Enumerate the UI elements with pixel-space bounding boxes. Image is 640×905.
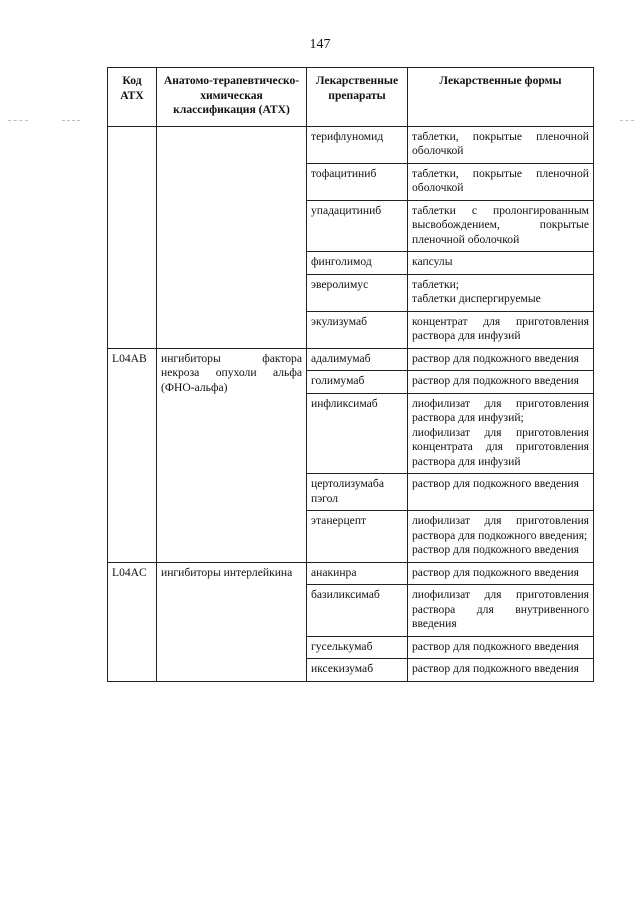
form-cell: таблетки; таблетки диспергируемые: [408, 274, 594, 311]
classification-cell-empty: [157, 126, 307, 348]
drug-cell: голимумаб: [307, 371, 408, 394]
drug-cell: этанерцепт: [307, 511, 408, 563]
form-cell: раствор для подкожного введения: [408, 348, 594, 371]
form-cell: таблетки, покрытые пленочной оболочкой: [408, 163, 594, 200]
margin-mark-right: [620, 120, 634, 122]
header-classification: Анатомо-терапевтическо-химическая классификация (АТХ): [157, 68, 307, 127]
form-cell: раствор для подкожного введения: [408, 562, 594, 585]
form-cell: таблетки с пролонгированным высвобождением, покрытые пленочной оболочкой: [408, 200, 594, 252]
margin-mark-left: [8, 120, 28, 122]
form-cell: лиофилизат для приготовления раствора для подкожного введения; раствор для подкожного введения: [408, 511, 594, 563]
header-drugs: Лекарственные препараты: [307, 68, 408, 127]
code-cell-empty: [108, 126, 157, 348]
drug-cell: тофацитиниб: [307, 163, 408, 200]
form-cell: раствор для подкожного введения: [408, 636, 594, 659]
drug-cell: адалимумаб: [307, 348, 408, 371]
header-code: Код АТХ: [108, 68, 157, 127]
drug-cell: цертолизумаба пэгол: [307, 474, 408, 511]
classification-cell: ингибиторы фактора некроза опухоли альфа (ФНО-альфа): [157, 348, 307, 562]
atx-table: [107, 67, 594, 682]
margin-mark-left-2: [62, 120, 80, 122]
code-cell: L04AC: [108, 562, 157, 681]
form-cell: лиофилизат для приготовления раствора для внутривенного введения: [408, 585, 594, 637]
table-row: [108, 126, 594, 163]
page-number: 147: [309, 37, 331, 52]
code-cell: L04AB: [108, 348, 157, 562]
table-header-row: [108, 68, 594, 127]
form-cell: раствор для подкожного введения: [408, 474, 594, 511]
drug-cell: гуселькумаб: [307, 636, 408, 659]
form-cell: раствор для подкожного введения: [408, 659, 594, 682]
header-forms: Лекарственные формы: [408, 68, 594, 127]
form-cell: таблетки, покрытые пленочной оболочкой: [408, 126, 594, 163]
form-cell: раствор для подкожного введения: [408, 371, 594, 394]
drug-cell: инфликсимаб: [307, 393, 408, 474]
drug-cell: финголимод: [307, 252, 408, 275]
drug-cell: упадацитиниб: [307, 200, 408, 252]
classification-cell: ингибиторы интерлейкина: [157, 562, 307, 681]
drug-cell: базиликсимаб: [307, 585, 408, 637]
form-cell: лиофилизат для приготовления раствора для инфузий; лиофилизат для приготовления концентрата для приготовления раствора для инфузий: [408, 393, 594, 474]
form-cell: капсулы: [408, 252, 594, 275]
drug-cell: терифлуномид: [307, 126, 408, 163]
drug-cell: экулизумаб: [307, 311, 408, 348]
drug-cell: анакинра: [307, 562, 408, 585]
table-row: [108, 348, 594, 371]
table-row: [108, 562, 594, 585]
drug-cell: эверолимус: [307, 274, 408, 311]
drug-cell: иксекизумаб: [307, 659, 408, 682]
form-cell: концентрат для приготовления раствора для инфузий: [408, 311, 594, 348]
